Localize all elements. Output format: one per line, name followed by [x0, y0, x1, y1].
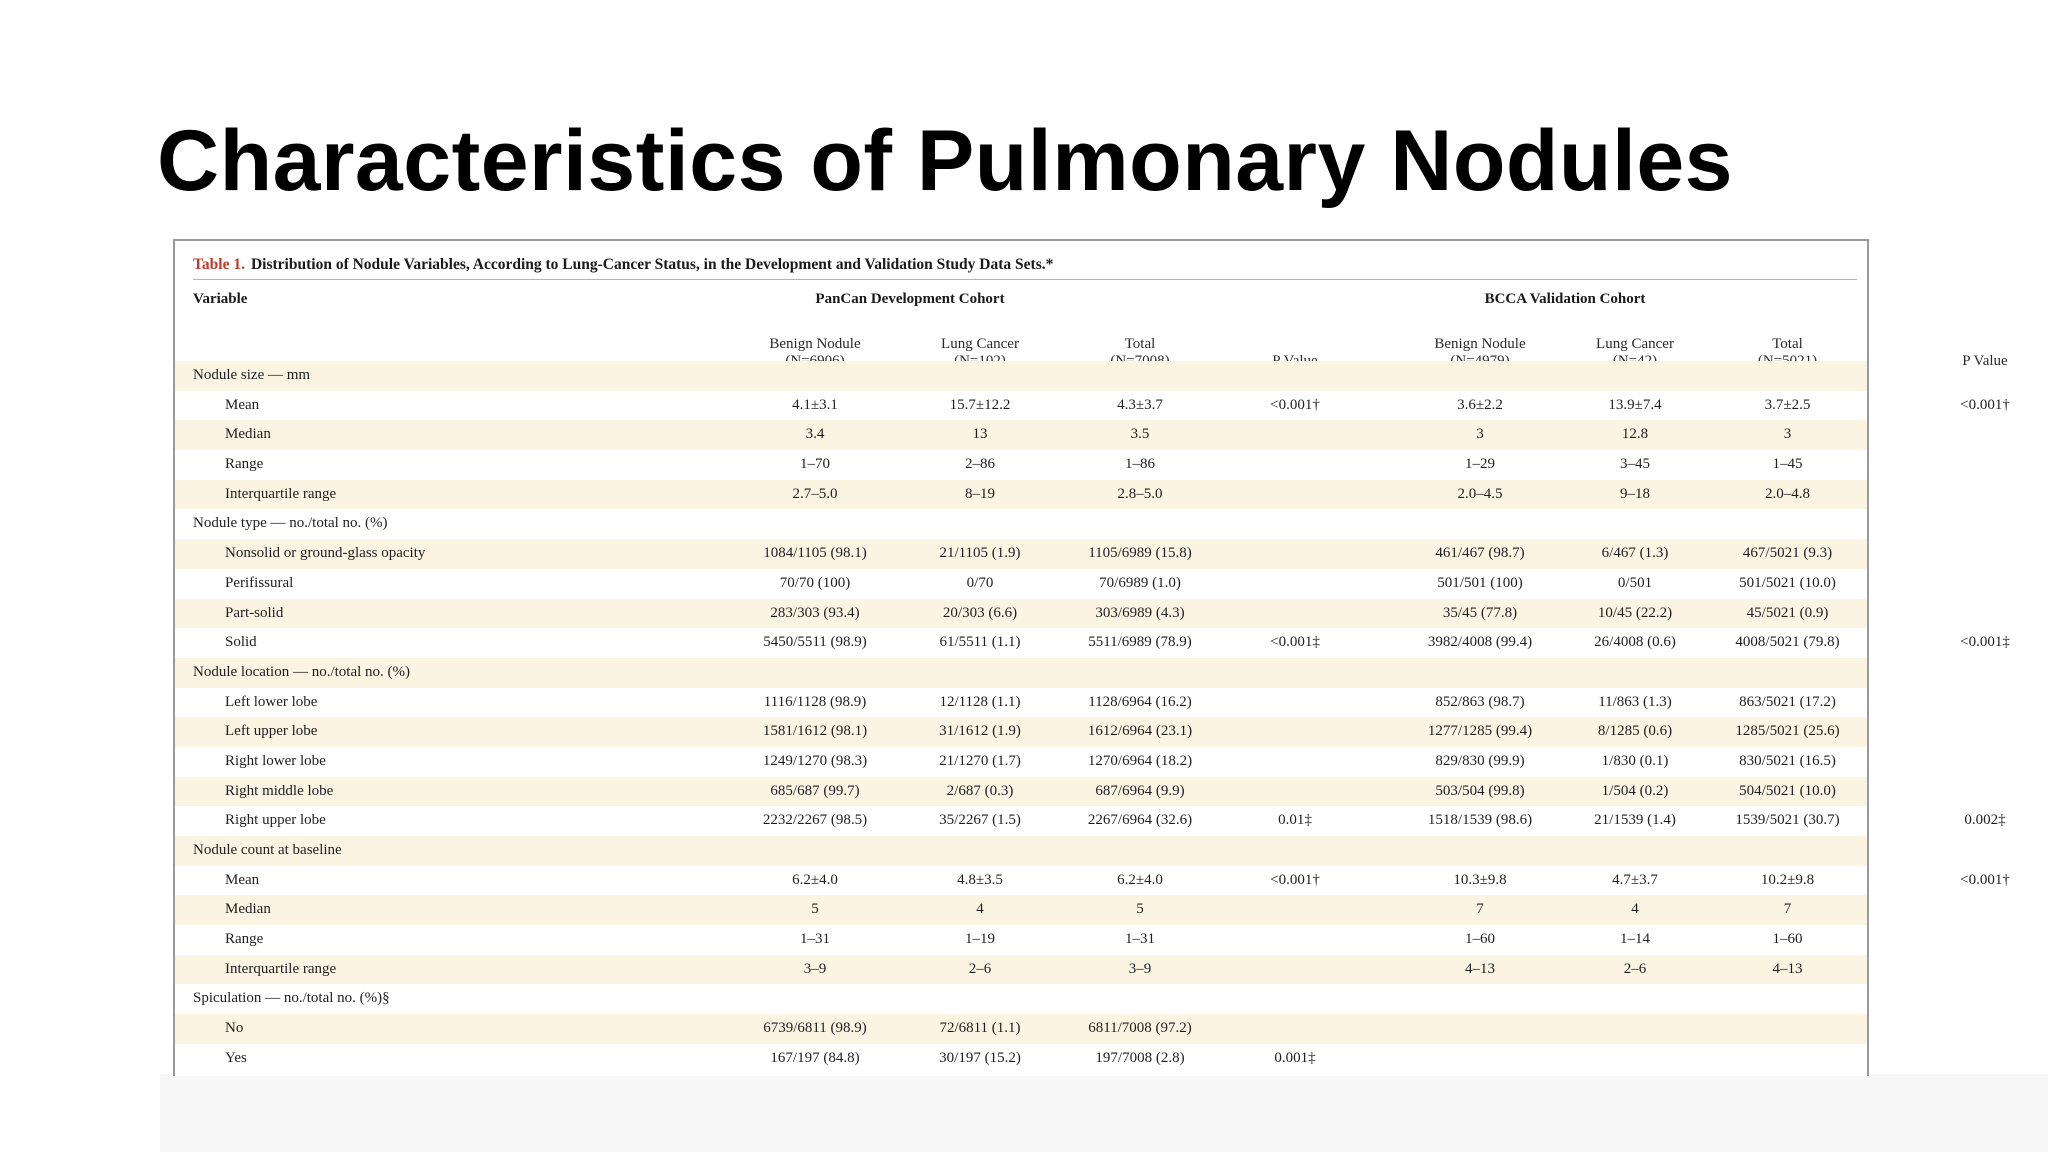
table-cell: 11/863 (1.3): [1598, 693, 1672, 710]
table-cell: 0/501: [1617, 574, 1653, 591]
table-cell: 35/2267 (1.5): [939, 812, 1021, 829]
table-row: [175, 955, 1867, 985]
row-label: Range: [225, 456, 264, 473]
table-cell: 1581/1612 (98.1): [762, 723, 868, 740]
col-header-line1: Total: [1772, 336, 1803, 352]
section-label: Spiculation — no./total no. (%)§: [193, 990, 390, 1007]
table-cell: 3: [1783, 426, 1792, 443]
table-cell: 3–9: [1128, 960, 1152, 977]
table-section-row: [175, 658, 1867, 688]
row-label: Right upper lobe: [225, 812, 326, 829]
table-caption-text: Distribution of Nodule Variables, According to Lung-Cancer Status, in the Development and Validation Study Data Sets.*: [250, 256, 1054, 273]
table-cell: 2.0–4.8: [1765, 485, 1810, 502]
table-cell: 1105/6989 (15.8): [1088, 545, 1192, 562]
table-cell: 685/687 (99.7): [770, 782, 860, 799]
table-cell: 6811/7008 (97.2): [1088, 1020, 1192, 1037]
table-cell: 461/467 (98.7): [1435, 545, 1525, 562]
table-cell: <0.001†: [1270, 871, 1320, 888]
table-cell: 2.8–5.0: [1117, 485, 1163, 502]
row-label: Interquartile range: [225, 485, 337, 502]
table-cell: 1/504 (0.2): [1601, 782, 1669, 799]
col-header-bcca-pvalue: [1900, 353, 2070, 370]
table-cell: 45/5021 (0.9): [1746, 604, 1829, 621]
table-cell: 9–18: [1620, 485, 1650, 502]
table-cell: 1–86: [1125, 456, 1155, 473]
table-row: [175, 866, 2010, 896]
table-row: [175, 450, 1867, 480]
table-cell: 1116/1128 (98.9): [763, 693, 867, 710]
section-label: Nodule type — no./total no. (%): [193, 515, 388, 532]
table-cell: 1539/5021 (30.7): [1735, 812, 1840, 829]
table-cell: 3: [1476, 426, 1484, 443]
row-label: Right lower lobe: [225, 752, 326, 769]
table-cell: 1–31: [1125, 931, 1155, 948]
row-label: Solid: [225, 634, 257, 651]
table-cell: 501/5021 (10.0): [1739, 574, 1836, 591]
table-cell: 1084/1105 (98.1): [763, 545, 867, 562]
table-row: [175, 391, 2010, 421]
table-row: [175, 925, 1867, 955]
table-row: [175, 599, 1867, 629]
table-cell: 3.7±2.5: [1764, 396, 1811, 413]
pancan-cohort-header: PanCan Development Cohort: [815, 291, 1005, 307]
row-label: Perifissural: [225, 574, 294, 591]
table-row: [175, 1014, 1867, 1044]
table-cell: 5: [811, 901, 819, 918]
table-cell: <0.001†: [1270, 396, 1320, 413]
table-cell: <0.001†: [1960, 871, 2010, 888]
table-cell: 4.3±3.7: [1117, 396, 1163, 413]
table-cell: 15.7±12.2: [949, 396, 1011, 413]
table-cell: 2–6: [1623, 960, 1647, 977]
row-label: Interquartile range: [225, 960, 337, 977]
table-cell: 10.3±9.8: [1453, 871, 1507, 888]
table-cell: 467/5021 (9.3): [1742, 545, 1833, 562]
table-cell: 70/6989 (1.0): [1099, 574, 1181, 591]
table-cell: 829/830 (99.9): [1435, 752, 1525, 769]
table-cell: 0.01‡: [1278, 812, 1312, 829]
row-label: Nonsolid or ground-glass opacity: [225, 545, 426, 562]
table-cell: 4008/5021 (79.8): [1735, 634, 1840, 651]
table-section-row: [175, 984, 1867, 1014]
table-cell: 5511/6989 (78.9): [1088, 634, 1192, 651]
table-cell: 7: [1783, 901, 1792, 918]
table-cell: 830/5021 (16.5): [1739, 752, 1836, 769]
table-row: [175, 806, 2006, 836]
table-cell: 21/1270 (1.7): [939, 752, 1021, 769]
table-cell: 10.2±9.8: [1760, 871, 1815, 888]
table-section-row: [175, 509, 1867, 539]
table-cell: 1285/5021 (25.6): [1735, 723, 1840, 740]
table-cell: 1–60: [1772, 931, 1803, 948]
table-cell: 1–60: [1465, 931, 1495, 948]
table-cell: 3982/4008 (99.4): [1427, 634, 1533, 651]
table-cell: 7: [1476, 901, 1484, 918]
table-cell: 1/830 (0.1): [1601, 752, 1669, 769]
table-row: [175, 895, 1867, 925]
row-label: Yes: [225, 1049, 247, 1066]
col-header-line1: Benign Nodule: [769, 336, 861, 352]
table-cell: 3–45: [1620, 456, 1650, 473]
table-cell: 0/70: [966, 574, 994, 591]
table-cell: 2232/2267 (98.5): [762, 812, 868, 829]
table-cell: 6.2±4.0: [792, 871, 838, 888]
slide-title: Characteristics of Pulmonary Nodules: [157, 113, 1733, 209]
table-cell: 1518/1539 (98.6): [1427, 812, 1533, 829]
table-cell: 1–70: [800, 456, 830, 473]
table-cell: 5: [1136, 901, 1144, 918]
table-cell: 2.0–4.5: [1457, 485, 1503, 502]
table-cell: 13.9±7.4: [1608, 396, 1662, 413]
table-cell: 501/501 (100): [1437, 574, 1523, 591]
table-cell: 1–19: [965, 931, 995, 948]
section-label: Nodule location — no./total no. (%): [193, 663, 411, 680]
col-header-line1: Lung Cancer: [1596, 336, 1674, 352]
table-cell: 3.5: [1130, 426, 1150, 443]
table-cell: 70/70 (100): [779, 574, 851, 591]
section-label: Nodule count at baseline: [193, 842, 342, 858]
variable-column-header: Variable: [193, 291, 248, 307]
table-cell: 72/6811 (1.1): [939, 1020, 1021, 1037]
table-cell: 4: [976, 901, 984, 918]
table-cell: 4–13: [1465, 960, 1495, 977]
table-cell: 12/1128 (1.1): [939, 693, 1021, 710]
table-cell: 6.2±4.0: [1117, 871, 1163, 888]
table-cell: 35/45 (77.8): [1442, 604, 1518, 621]
table-cell: 0.002‡: [1964, 812, 2006, 829]
table-cell: 167/197 (84.8): [770, 1049, 860, 1066]
table-cell: 1612/6964 (23.1): [1087, 723, 1193, 740]
row-label: Left upper lobe: [225, 723, 318, 740]
table-cell: 8–19: [965, 485, 995, 502]
table-cell: 2/687 (0.3): [946, 782, 1014, 799]
table-cell: 4.7±3.7: [1612, 871, 1658, 888]
table-cell: 6739/6811 (98.9): [763, 1020, 867, 1037]
row-label: Median: [225, 426, 271, 443]
table-row: [175, 688, 1867, 718]
table-cell: 26/4008 (0.6): [1594, 634, 1676, 651]
table-cell: 30/197 (15.2): [939, 1049, 1021, 1066]
table-cell: 21/1105 (1.9): [939, 545, 1021, 562]
table-cell: 6/467 (1.3): [1601, 545, 1669, 562]
row-label: Part-solid: [225, 604, 284, 621]
table-cell: 197/7008 (2.8): [1095, 1049, 1185, 1066]
table-cell: 1–29: [1465, 456, 1495, 473]
table-cell: 1–31: [800, 931, 830, 948]
section-label: Nodule size — mm: [193, 367, 311, 383]
table-cell: 4.8±3.5: [957, 871, 1003, 888]
table-row: [175, 1044, 1867, 1074]
table-cell: 4.1±3.1: [792, 396, 838, 413]
table-caption: [193, 251, 1857, 280]
table-cell: 21/1539 (1.4): [1594, 812, 1676, 829]
table-row: [175, 628, 2010, 658]
row-label: Left lower lobe: [225, 693, 318, 710]
table-cell: 2.7–5.0: [792, 485, 838, 502]
table-caption-label: Table 1.: [193, 256, 245, 273]
table-cell: 61/5511 (1.1): [939, 634, 1021, 651]
table-cell: 10/45 (22.2): [1597, 604, 1673, 621]
table-cell: 31/1612 (1.9): [939, 723, 1021, 740]
table-row: [175, 539, 1867, 569]
table-cell: 687/6964 (9.9): [1095, 782, 1185, 799]
table-cell: 852/863 (98.7): [1435, 693, 1525, 710]
table-row: [175, 777, 1867, 807]
row-label: Mean: [225, 396, 260, 413]
table-cell: 13: [972, 426, 988, 443]
bcca-cohort-header: BCCA Validation Cohort: [1484, 291, 1646, 307]
table-cell: 1–45: [1772, 456, 1803, 473]
table-cell: 4: [1631, 901, 1639, 918]
table-cell: 1249/1270 (98.3): [762, 752, 868, 769]
table-cell: 2267/6964 (32.6): [1087, 812, 1193, 829]
table-cell: 12.8: [1621, 426, 1649, 443]
table-row: [175, 420, 1867, 450]
col-header-line1: P Value: [1962, 353, 2008, 369]
table-cell: 8/1285 (0.6): [1597, 723, 1673, 740]
table-cell: 503/504 (99.8): [1435, 782, 1525, 799]
table-cell: 504/5021 (10.0): [1739, 782, 1836, 799]
table-section-row: [175, 836, 1867, 866]
table-cell: 3.4: [805, 426, 825, 443]
row-label: Right middle lobe: [225, 782, 334, 799]
table-cell: 1270/6964 (18.2): [1087, 752, 1193, 769]
row-label: Range: [225, 931, 264, 948]
table-cell: 863/5021 (17.2): [1739, 693, 1836, 710]
table-row: [175, 717, 1867, 747]
table-section-row: [175, 361, 1867, 391]
table-cell: <0.001†: [1960, 396, 2010, 413]
table-cell: <0.001‡: [1960, 634, 2010, 651]
table-row: [175, 569, 1867, 599]
table-cell: 1–14: [1620, 931, 1650, 948]
row-label: No: [225, 1020, 244, 1037]
table-cell: 20/303 (6.6): [942, 604, 1018, 621]
table-cell: 1277/1285 (99.4): [1427, 723, 1533, 740]
row-label: Mean: [225, 871, 260, 888]
col-header-line1: Lung Cancer: [941, 336, 1019, 352]
table-cell: 3–9: [803, 960, 827, 977]
table-cell: 5450/5511 (98.9): [763, 634, 867, 651]
table-cell: 0.001‡: [1274, 1049, 1316, 1066]
table-row: [175, 480, 1867, 510]
table-cell: 2–6: [968, 960, 992, 977]
table-cell: 1128/6964 (16.2): [1088, 693, 1192, 710]
table-cell: 4–13: [1772, 960, 1803, 977]
table-cell: 3.6±2.2: [1457, 396, 1503, 413]
slide-footer-band: [160, 1074, 2048, 1152]
nodule-table: [173, 239, 2010, 1076]
table-cell: 283/303 (93.4): [770, 604, 860, 621]
col-header-line1: Total: [1124, 336, 1156, 352]
col-header-line1: Benign Nodule: [1434, 336, 1526, 352]
table-row: [175, 747, 1867, 777]
table-cell: <0.001‡: [1270, 634, 1320, 651]
table-cell: 2–86: [965, 456, 995, 473]
table-cell: 303/6989 (4.3): [1095, 604, 1185, 621]
row-label: Median: [225, 901, 271, 918]
